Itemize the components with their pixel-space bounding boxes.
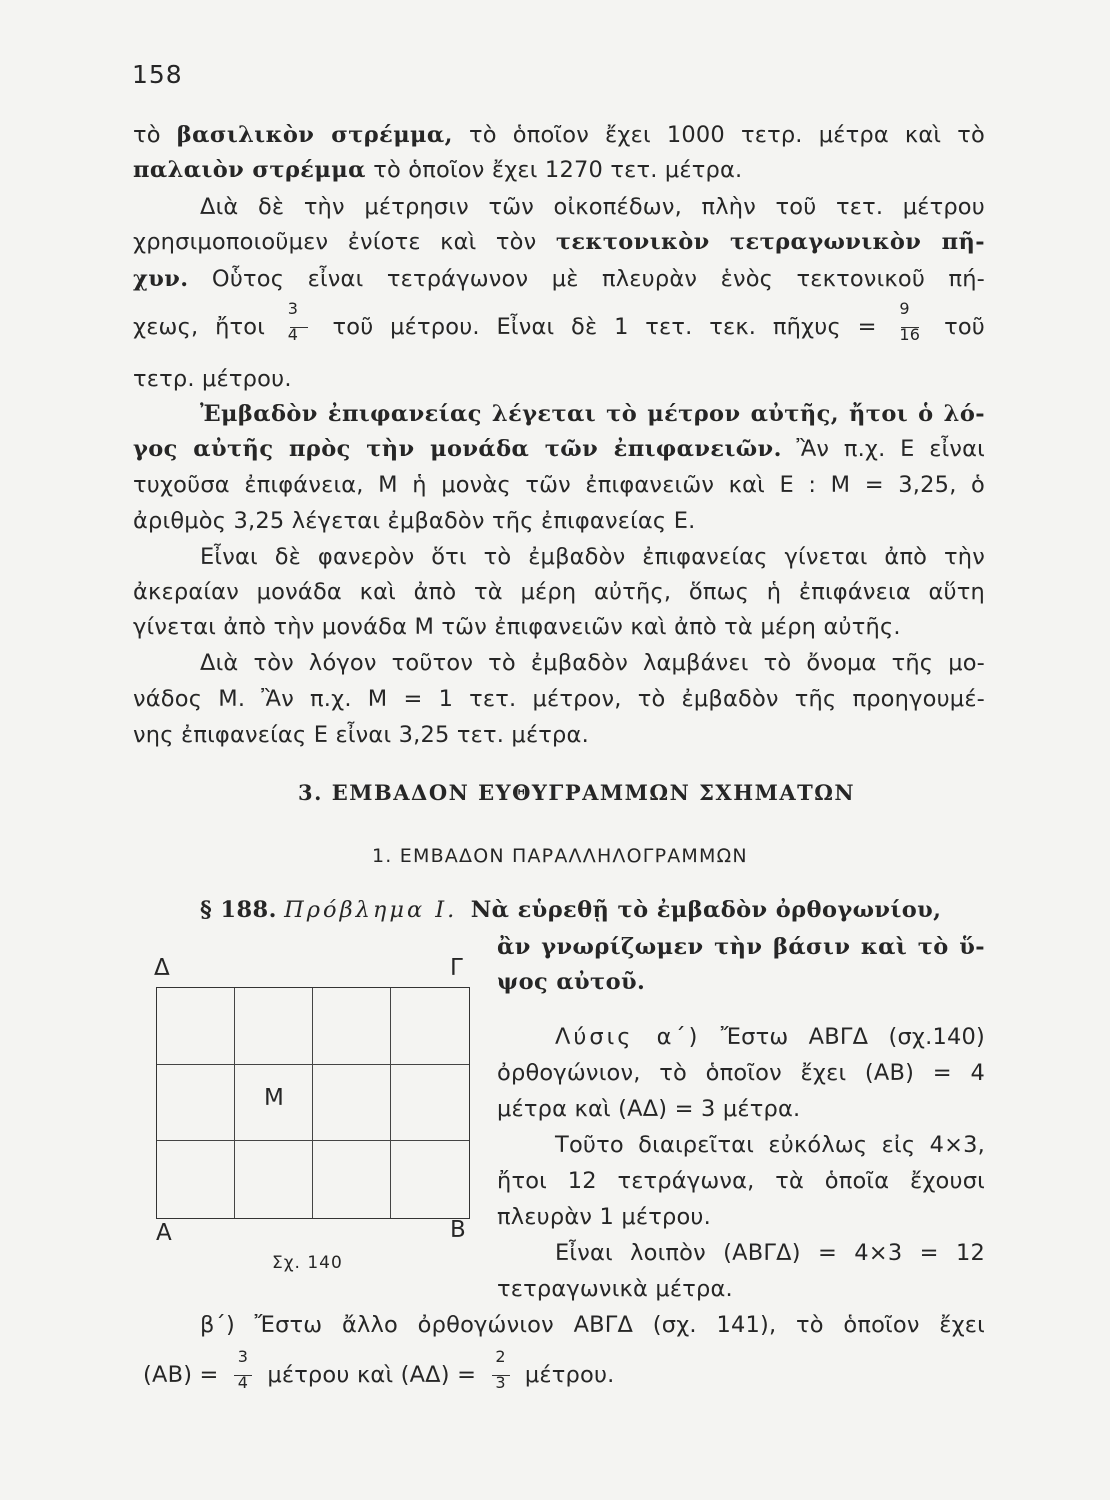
denominator: 4 bbox=[287, 324, 299, 344]
subsection-heading: 1. ΕΜΒΑΔΟΝ ΠΑΡΑΛΛΗΛΟΓΡΑΜΜΩΝ bbox=[372, 845, 748, 867]
denominator: 3 bbox=[495, 1372, 506, 1392]
text-line bbox=[133, 432, 985, 467]
text-line: Τοῦτο διαιρεῖται εὐκόλως εἰς 4×3, bbox=[555, 1132, 985, 1158]
bold-term: βασιλικὸν στρέμμα, bbox=[176, 122, 453, 148]
numerator: 3 bbox=[287, 298, 299, 318]
text-line: ὀρθογώνιον, τὸ ὁποῖον ἔχει (ΑΒ) = 4 bbox=[497, 1060, 985, 1086]
page-number: 158 bbox=[132, 60, 183, 89]
fraction bbox=[899, 298, 921, 344]
text-line bbox=[143, 1346, 995, 1393]
grid-cell bbox=[391, 1065, 469, 1142]
text-span: χρησιμοποιοῦμεν ἐνίοτε καὶ τὸν bbox=[133, 229, 537, 255]
text-span: χεως, ἤτοι bbox=[133, 314, 266, 340]
problem-line: ἂν γνωρίζωμεν τὴν βάσιν καὶ τὸ ὕ- bbox=[497, 934, 985, 960]
vertex-label-g: Γ bbox=[450, 955, 463, 981]
grid-cell bbox=[313, 1141, 391, 1218]
text-span: τοῦ bbox=[944, 314, 986, 340]
problem-line: ψος αὐτοῦ. bbox=[497, 969, 646, 995]
text-span: Ἔστω ΑΒΓΔ (σχ.140) bbox=[720, 1024, 985, 1050]
text-line: Διὰ δὲ τὴν μέτρησιν τῶν οἰκοπέδων, πλὴν τοῦ τετ. μέτρου bbox=[200, 194, 985, 220]
fraction bbox=[490, 1346, 512, 1392]
text-line: μέτρα καὶ (ΑΔ) = 3 μέτρα. bbox=[497, 1096, 801, 1122]
text-line: Διὰ τὸν λόγον τοῦτον τὸ ἐμβαδὸν λαμβάνει τὸ ὄνομα τῆς μο- bbox=[200, 650, 985, 676]
text-span: τὸ bbox=[133, 122, 161, 148]
text-line: Εἶναι δὲ φανερὸν ὅτι τὸ ἐμβαδὸν ἐπιφανείας γίνεται ἀπὸ τὴν bbox=[200, 544, 985, 570]
fraction bbox=[287, 298, 310, 344]
numerator: 2 bbox=[495, 1346, 506, 1366]
text-line: ἀριθμὸς 3,25 λέγεται ἐμβαδὸν τῆς ἐπιφανείας Ε. bbox=[133, 508, 696, 534]
section-number: § 188. bbox=[200, 897, 277, 923]
denominator: 16 bbox=[899, 324, 921, 344]
bold-term: χυν. bbox=[133, 266, 189, 292]
text-line: νάδος Μ. Ἂν π.χ. Μ = 1 τετ. μέτρον, τὸ ἐμβαδὸν τῆς προηγουμέ- bbox=[133, 686, 985, 712]
text-line: νης ἐπιφανείας Ε εἶναι 3,25 τετ. μέτρα. bbox=[133, 722, 589, 748]
text-line bbox=[133, 225, 985, 260]
numerator: 9 bbox=[899, 298, 910, 318]
text-line bbox=[133, 298, 986, 345]
grid-cell bbox=[313, 988, 391, 1065]
grid-cell bbox=[157, 1141, 235, 1218]
bold-term: παλαιὸν στρέμμα bbox=[133, 157, 366, 183]
text-line: ἤτοι 12 τετράγωνα, τὰ ὁποῖα ἔχουσι bbox=[497, 1168, 985, 1194]
text-line bbox=[133, 153, 985, 188]
grid-cell bbox=[391, 1141, 469, 1218]
text-line: τετραγωνικὰ μέτρα. bbox=[497, 1276, 733, 1302]
section-heading: 3. ΕΜΒΑΔΟΝ ΕΥΘΥΓΡΑΜΜΩΝ ΣΧΗΜΑΤΩΝ bbox=[298, 780, 856, 805]
text-line bbox=[133, 262, 985, 297]
grid-cell bbox=[157, 1065, 235, 1142]
problem-label: Πρόβλημα Ι. bbox=[284, 897, 458, 923]
bold-term: γος αὐτῆς πρὸς τὴν μονάδα τῶν ἐπιφανειῶν. bbox=[133, 436, 782, 462]
grid-cell bbox=[157, 988, 235, 1065]
problem-line bbox=[200, 893, 1052, 928]
text-line: Εἶναι λοιπὸν (ΑΒΓΔ) = 4×3 = 12 bbox=[555, 1240, 985, 1266]
bold-term: Νὰ εὑρεθῇ τὸ ἐμβαδὸν ὀρθογωνίου, bbox=[470, 897, 942, 923]
text-span: μέτρου καὶ (ΑΔ) = bbox=[267, 1362, 477, 1388]
text-span: τοῦ μέτρου. Εἶναι δὲ 1 τετ. τεκ. πῆχυς = bbox=[332, 314, 877, 340]
text-span: μέτρου. bbox=[524, 1362, 615, 1388]
grid-cell bbox=[235, 988, 313, 1065]
text-span: τὸ ὁποῖον ἔχει 1270 τετ. μέτρα. bbox=[373, 157, 743, 183]
text-line bbox=[133, 118, 985, 153]
grid-cell bbox=[313, 1065, 391, 1142]
vertex-label-a: Α bbox=[156, 1220, 172, 1246]
vertex-label-d: Δ bbox=[154, 955, 170, 981]
rectangle-grid bbox=[156, 987, 470, 1219]
grid-cell bbox=[235, 1141, 313, 1218]
solution-label: Λύσις α΄) bbox=[555, 1024, 701, 1050]
definition-line: Ἐμβαδὸν ἐπιφανείας λέγεται τὸ μέτρον αὐτῆς, ἤτοι ὁ λό- bbox=[200, 401, 985, 427]
text-span: Ἂν π.χ. Ε εἶναι bbox=[796, 436, 985, 462]
figure-140 bbox=[152, 955, 482, 1285]
text-line: γίνεται ἀπὸ τὴν μονάδα Μ τῶν ἐπιφανειῶν καὶ ἀπὸ τὰ μέρη αὐτῆς. bbox=[133, 614, 901, 640]
text-line: τετρ. μέτρου. bbox=[133, 366, 292, 392]
bold-term: τεκτονικὸν τετραγωνικὸν πῆ- bbox=[555, 229, 985, 255]
vertex-label-b: Β bbox=[450, 1217, 466, 1243]
text-line: β΄) Ἔστω ἄλλο ὀρθογώνιον ΑΒΓΔ (σχ. 141), τὸ ὁποῖον ἔχει bbox=[200, 1312, 985, 1338]
text-line bbox=[555, 1020, 985, 1055]
grid-cell bbox=[391, 988, 469, 1065]
denominator: 4 bbox=[237, 1372, 249, 1392]
figure-caption: Σχ. 140 bbox=[272, 1253, 343, 1273]
text-span: Οὗτος εἶναι τετράγωνον μὲ πλευρὰν ἑνὸς τεκτονικοῦ πή- bbox=[211, 266, 986, 292]
fraction bbox=[232, 1346, 254, 1392]
text-span: τὸ ὁποῖον ἔχει 1000 τετρ. μέτρα καὶ τὸ bbox=[468, 122, 986, 148]
unit-label-m: Μ bbox=[264, 1085, 284, 1111]
text-line: ἀκεραίαν μονάδα καὶ ἀπὸ τὰ μέρη αὐτῆς, ὅπως ἡ ἐπιφάνεια αὕτη bbox=[133, 579, 985, 605]
text-line: πλευρὰν 1 μέτρου. bbox=[497, 1204, 711, 1230]
text-line: τυχοῦσα ἐπιφάνεια, Μ ἡ μονὰς τῶν ἐπιφανειῶν καὶ Ε : Μ = 3,25, ὁ bbox=[133, 472, 985, 498]
text-span: (ΑΒ) = bbox=[143, 1362, 219, 1388]
numerator: 3 bbox=[237, 1346, 249, 1366]
